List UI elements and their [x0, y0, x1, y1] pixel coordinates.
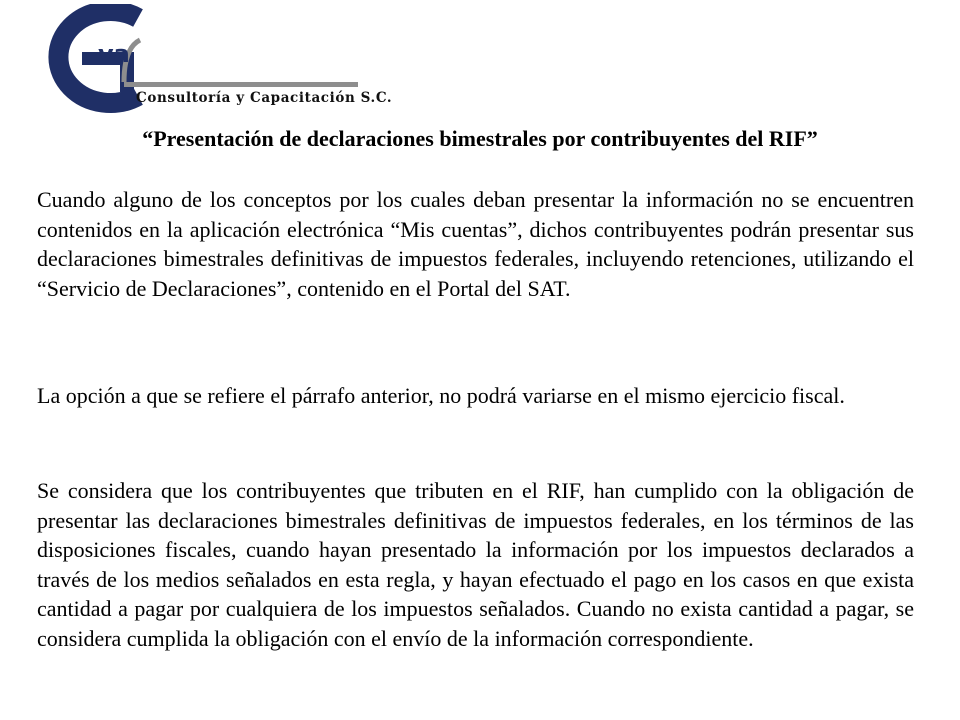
- paragraph-3: Se considera que los contribuyentes que tributen en el RIF, han cumplido con la obligación de presentar las declaraciones bimestrales definitivas de impuestos federales, en los términos de las disposiciones fiscales, cuando hayan presentado la información por los impuestos declarados a través de los medios señalados en esta regla, y hayan efectuado el pago en los casos en que exista cantidad a pagar por cualquiera de los impuestos señalados. Cuando no exista cantidad a pagar, se considera cumplida la obligación con el envío de la información correspondiente.: [37, 478, 914, 651]
- paragraph-1: Cuando alguno de los conceptos por los cuales deban presentar la información no se encuentren contenidos en la aplicación electrónica “Mis cuentas”, dichos contribuyentes podrán presentar sus declaraciones bimestrales definitivas de impuestos federales, incluyendo retenciones, utilizando el “Servicio de Declaraciones”, contenido en el Portal del SAT.: [37, 187, 914, 301]
- document-title: “Presentación de declaraciones bimestrales por contribuyentes del RIF”: [142, 126, 818, 151]
- logo-letters: va: [98, 40, 130, 68]
- logo-tagline: Consultoría y Capacitación S.C.: [136, 90, 393, 106]
- paragraph-2: La opción a que se refiere el párrafo anterior, no podrá variarse en el mismo ejercicio fiscal.: [37, 383, 845, 408]
- logo-swoosh: [124, 82, 358, 87]
- company-logo: [20, 4, 393, 114]
